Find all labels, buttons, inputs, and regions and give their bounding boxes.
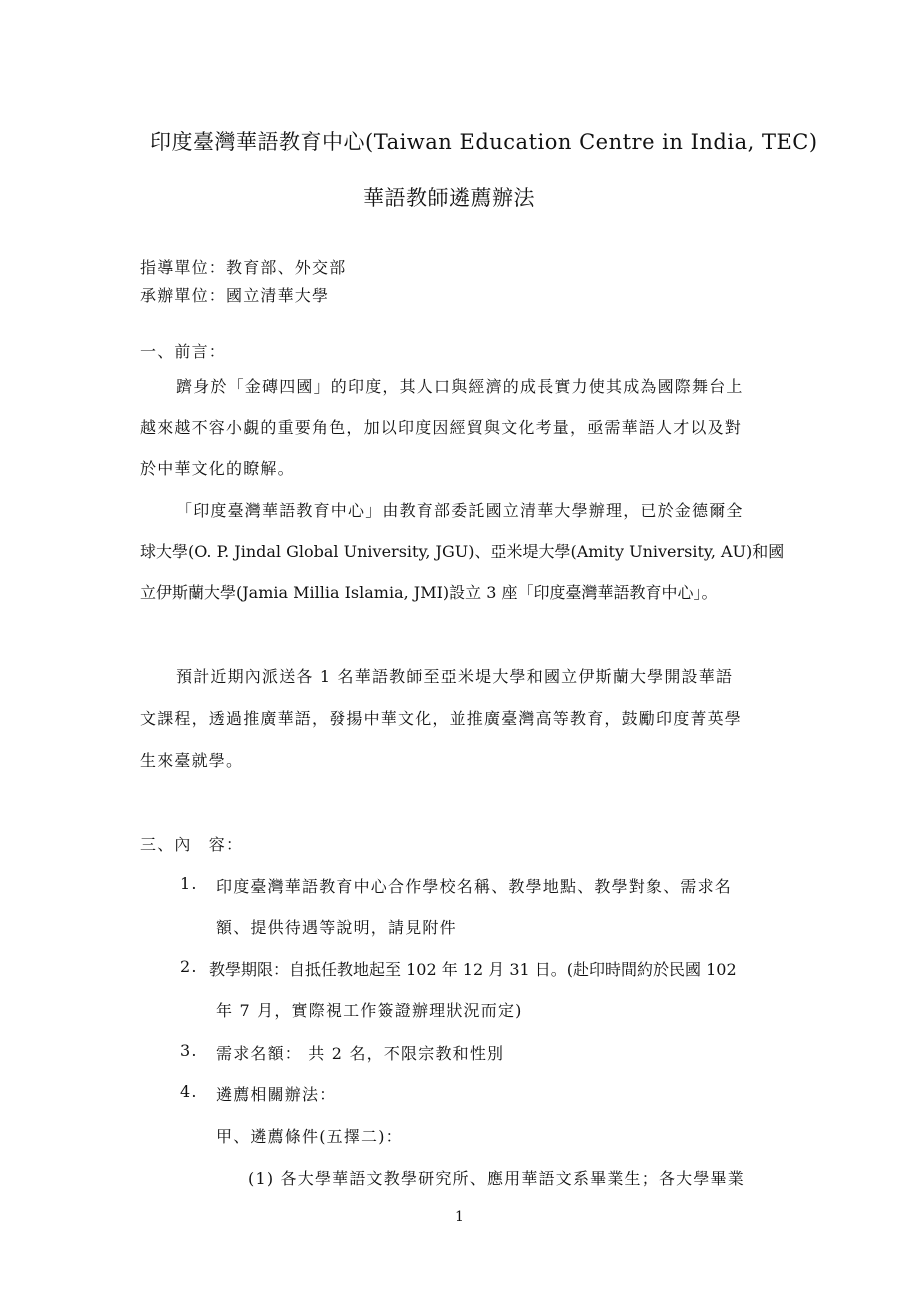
list-item-text: 年 7 月，實際視工作簽證辦理狀況而定) bbox=[216, 1001, 523, 1020]
section-1-heading: 一、前言： bbox=[140, 342, 227, 361]
paragraph-3-line: 預計近期內派送各 1 名華語教師至亞米堤大學和國立伊斯蘭大學開設華語 bbox=[176, 667, 734, 686]
list-item-text: 額、提供待遇等說明，請見附件 bbox=[216, 918, 457, 937]
sub-heading: 甲、遴薦條件(五擇二)： bbox=[216, 1127, 403, 1146]
title-line-2: 華語教師遴薦辦法 bbox=[363, 186, 535, 210]
list-item-text: 印度臺灣華語教育中心合作學校名稱、教學地點、教學對象、需求名 bbox=[216, 877, 733, 896]
organizer-line: 承辦單位：國立清華大學 bbox=[140, 286, 330, 305]
list-item-text: 教學期限：自抵任教地起至 102 年 12 月 31 日。(赴印時間約於民國 102 bbox=[209, 960, 737, 979]
paragraph-2-line: 球大學(O. P. Jindal Global University, JGU)、亞米堤大學(Amity University, AU)和國 bbox=[140, 542, 785, 561]
sub-item: (1) 各大學華語文教學研究所、應用華語文系畢業生；各大學畢業 bbox=[248, 1169, 745, 1188]
list-item-number: 1. bbox=[180, 874, 198, 893]
section-3-heading: 三、內 容： bbox=[140, 835, 244, 854]
supervisor-line: 指導單位：教育部、外交部 bbox=[140, 258, 347, 277]
list-item-number: 3. bbox=[180, 1041, 198, 1060]
paragraph-2-line: 「印度臺灣華語教育中心」由教育部委託國立清華大學辦理，已於金德爾全 bbox=[176, 501, 744, 520]
paragraph-1-line: 於中華文化的瞭解。 bbox=[140, 459, 295, 478]
page-number: 1 bbox=[455, 1209, 464, 1225]
paragraph-2-line: 立伊斯蘭大學(Jamia Millia Islamia, JMI)設立 3 座「印度臺灣華語教育中心」。 bbox=[140, 583, 718, 602]
paragraph-1-line: 躋身於「金磚四國」的印度，其人口與經濟的成長實力使其成為國際舞台上 bbox=[176, 377, 744, 396]
title-line-1: 印度臺灣華語教育中心(Taiwan Education Centre in India, TEC) bbox=[150, 130, 818, 154]
list-item-text: 需求名額： 共 2 名，不限宗教和性別 bbox=[216, 1044, 505, 1063]
list-item-number: 2. bbox=[180, 957, 198, 976]
list-item-text: 遴薦相關辦法： bbox=[216, 1085, 337, 1104]
paragraph-1-line: 越來越不容小覷的重要角色，加以印度因經貿與文化考量，亟需華語人才以及對 bbox=[140, 418, 743, 437]
paragraph-3-line: 生來臺就學。 bbox=[140, 751, 244, 770]
list-item-number: 4. bbox=[180, 1082, 198, 1101]
paragraph-3-line: 文課程，透過推廣華語，發揚中華文化，並推廣臺灣高等教育，鼓勵印度菁英學 bbox=[140, 709, 743, 728]
